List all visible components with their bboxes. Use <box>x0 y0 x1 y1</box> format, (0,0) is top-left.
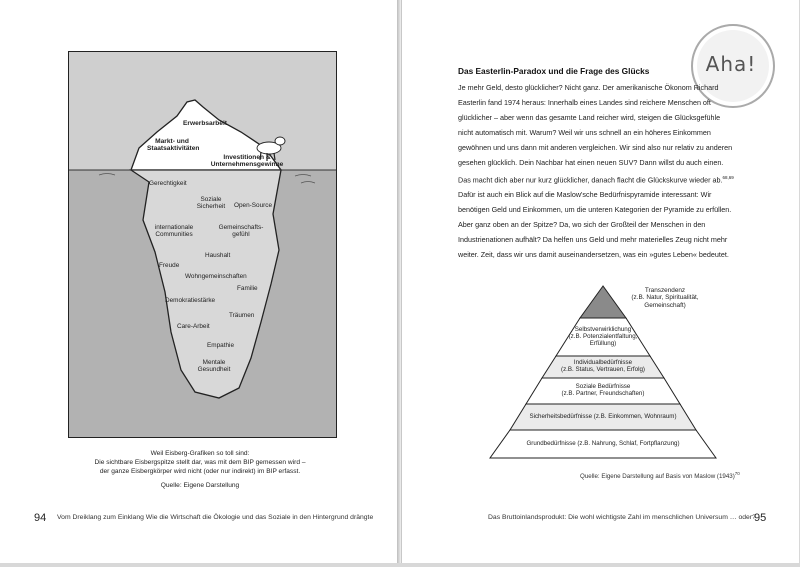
aha-badge-text: Aha! <box>705 52 757 76</box>
ice-label-freude: Freude <box>159 262 180 269</box>
pyramid-level-1-detail: (z.B. Potenzialentfaltung, Erfüllung) <box>568 333 638 348</box>
running-footer-left: Vom Dreiklang zum Einklang Wie die Wirtschaft die Ökologie und das Soziale in den Hintergrund drängte <box>57 514 374 521</box>
ice-label-familie: Familie <box>237 285 258 292</box>
page-number-left: 94 <box>34 512 47 524</box>
iceberg-caption <box>80 450 320 491</box>
running-footer-right: Das Bruttoinlandsprodukt: Die wohl wichtigste Zahl im menschlichen Universum … oder? <box>488 514 756 521</box>
ice-label-wohngemeinschaften: Wohngemeinschaften <box>185 273 247 280</box>
ice-label-mentale-gesundheit: Mentale Gesundheit <box>197 359 231 374</box>
ice-label-traeumen: Träumen <box>229 312 255 319</box>
pyramid-level-self-actualization <box>556 326 650 347</box>
ice-label-soziale-sicherheit: Soziale Sicherheit <box>196 196 226 211</box>
pyramid-level-1-title: Selbstverwirklichung <box>574 326 632 333</box>
ice-label-gemeinschaftsgefuehl: Gemeinschafts-gefühl <box>218 224 264 239</box>
ice-label-erwerbsarbeit: Erwerbsarbeit <box>183 120 227 127</box>
pyramid-level-3-title: Soziale Bedürfnisse <box>575 383 631 390</box>
ice-label-haushalt: Haushalt <box>205 252 231 259</box>
pyramid-caption <box>580 471 740 480</box>
page-number-right: 95 <box>754 512 767 524</box>
pyramid-level-safety: Sicherheitsbedürfnisse (z.B. Einkommen, Wohnraum) <box>529 413 677 420</box>
paragraph-2: Dafür ist auch ein Blick auf die Maslow'sche Bedürfnispyramide interessant: Wir benötigen Geld und Einkommen, um die unteren Kategorien der Pyramide zu erfüllen. Aber ganz oben an der Spitze? Da, wo sich der Großteil der Menschen in den Industrienationen aufhält? Da helfen uns Geld und mehr materielles Zeug nicht mehr weiter. Zeit, dass wir uns damit auseinandersetzen, was ein »gutes Leben« bedeutet. <box>458 190 732 260</box>
pyramid-level-social <box>526 383 680 397</box>
pyramid-top-label <box>624 287 706 309</box>
pyramid-level-esteem <box>542 359 664 373</box>
caption-footnote-ref: 70 <box>734 471 740 476</box>
pyramid-level-2-title: Individualbedürfnisse <box>573 359 633 366</box>
ice-label-empathie: Empathie <box>207 342 234 349</box>
ice-label-gerechtigkeit: Gerechtigkeit <box>149 180 187 187</box>
iceberg-figure <box>68 51 337 438</box>
caption-line-1: Weil Eisberg-Grafiken so toll sind: <box>150 450 250 457</box>
ice-label-markt-staat: Markt- und Staatsaktivitäten <box>147 138 200 153</box>
body-text <box>458 80 734 262</box>
caption-line-3: der ganze Eisbergkörper wird nicht (oder nur indirekt) im BIP erfasst. <box>99 467 301 475</box>
ice-label-demokratiestaerke: Demokratiestärke <box>165 297 216 304</box>
maslow-pyramid <box>458 280 748 460</box>
paragraph-1 <box>458 80 734 187</box>
pyramid-level-physiological: Grundbedürfnisse (z.B. Nahrung, Schlaf, Fortpflanzung) <box>526 440 680 447</box>
pyramid-level-2-detail: (z.B. Status, Vertrauen, Erfolg) <box>561 366 645 374</box>
pyramid-top-title: Transzendenz <box>644 287 686 294</box>
ice-label-investitionen: Investitionen & Unternehmensgewinne <box>210 154 284 169</box>
ice-label-care-arbeit: Care-Arbeit <box>177 323 210 330</box>
pyramid-caption-text: Quelle: Eigene Darstellung auf Basis von Maslow (1943) <box>580 473 735 481</box>
left-page <box>0 0 397 563</box>
footnote-ref-1: 68,69 <box>722 175 734 180</box>
pyramid-level-3-detail: (z.B. Partner, Freundschaften) <box>561 390 645 398</box>
pyramid-top-detail: (z.B. Natur, Spiritualität, Gemeinschaft) <box>631 294 699 309</box>
section-heading: Das Easterlin-Paradox und die Frage des Glücks <box>458 66 650 76</box>
caption-source: Quelle: Eigene Darstellung <box>160 482 240 490</box>
ice-label-communities: internationale Communities <box>154 224 194 239</box>
iceberg-graphic <box>69 52 336 437</box>
ice-label-open-source: Open-Source <box>234 202 273 209</box>
right-page <box>401 0 799 563</box>
caption-line-2: Die sichtbare Eisbergspitze stellt dar, was mit dem BIP gemessen wird – <box>94 458 306 466</box>
paragraph-1-text: Je mehr Geld, desto glücklicher? Nicht ganz. Der amerikanische Ökonom Richard Easterlin fand 1974 heraus: Innerhalb eines Landes sind reichere Menschen oft glücklicher – aber wenn das gesamte Land reicher wird, steigen die Glücksgefühle nicht automatisch mit. Warum? Weil wir uns schnell an ein höheres Einkommen gewöhnen und uns dann mit anderen vergleichen. Wir sind also nur relativ zu anderen gesehen glücklich. Dein Nachbar hat einen neuen SUV? Dann willst du auch einen. Das macht dich aber nur kurz glücklicher, danach flacht die Glückskurve wieder ab. <box>458 83 733 185</box>
